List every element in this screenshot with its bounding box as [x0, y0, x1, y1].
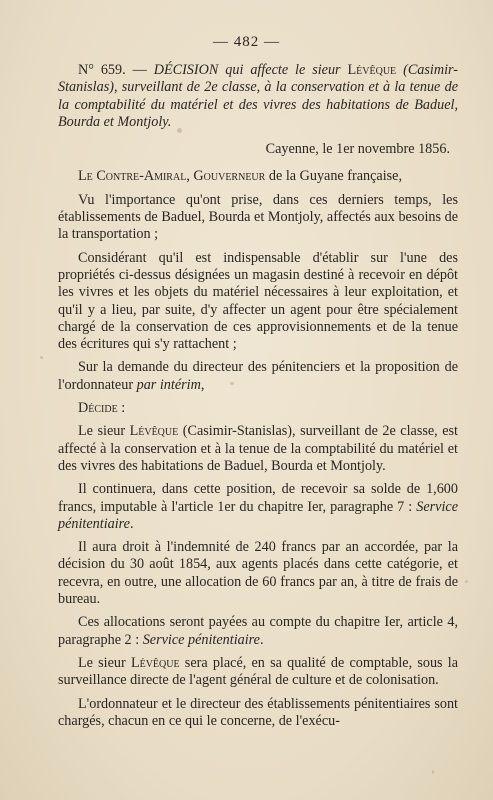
- paper-speck: [40, 356, 43, 359]
- heading-label: DÉCISION: [153, 62, 219, 78]
- decide-heading: Décide :: [78, 400, 126, 417]
- article-paragraph: [58, 481, 458, 533]
- paragraph-italic: par intérim: [136, 376, 201, 393]
- document-body: [58, 62, 458, 730]
- article-paragraph: Il aura droit à l'indemnité de 240 francs par an accordée, par la décision du 30 août 1854, aux agents placés dans cette catégorie, et recevra, en outre, une allocation de 60 francs par an, à titre de frais de bureau.: [58, 539, 458, 608]
- authority-line: [58, 168, 458, 185]
- paper-speck: [465, 580, 468, 583]
- heading-text: qui affecte le sieur: [218, 62, 348, 78]
- paragraph-text: .: [259, 631, 264, 648]
- paragraph-text: (Casimir-Stanislas), surveillant de 2e classe, est affecté à la conservation et à la tenue de la comptabilité du matériel et des vivres des habitations de Baduel, Bourda et Montjoly.: [58, 423, 458, 474]
- authority-text: de la Guyane française,: [265, 168, 403, 185]
- paragraph-italic: Service pénitentiaire: [58, 498, 458, 532]
- paragraph-text: Le sieur: [78, 654, 131, 671]
- consideration-paragraph: Vu l'importance qu'ont prise, dans ces derniers temps, les établissements de Baduel, Bourda et Montjoly, affectés aux besoins de la transportation ;: [58, 191, 458, 243]
- article-paragraph: [58, 614, 458, 649]
- consideration-paragraph: [58, 359, 458, 394]
- paragraph-italic: Service pénitentiaire: [142, 631, 260, 648]
- heading-name: Lévêque: [347, 62, 397, 78]
- paragraph-text: Sur la demande du directeur des pénitenciers et la proposition de l'ordonnateur: [58, 359, 458, 393]
- page-number: — 482 —: [213, 34, 280, 50]
- article-paragraph: L'ordonnateur et le directeur des établissements pénitentiaires sont chargés, chacun en ce qui le concerne, de l'exécu-: [58, 695, 458, 729]
- article-paragraph: [58, 655, 458, 690]
- paragraph-text: sera placé, en sa qualité de comptable, sous la surveillance directe de l'agent général de culture et de colonisation.: [58, 654, 458, 689]
- person-name: Lévêque: [129, 423, 179, 440]
- authority-title: Le Contre-Amiral: [78, 168, 187, 185]
- decision-heading: [58, 62, 458, 131]
- paragraph-text: Il continuera, dans cette position, de recevoir sa solde de 1,600 francs, imputable à l'article 1er du chapitre Ier, paragraphe 7 :: [58, 481, 458, 515]
- authority-separator: ,: [186, 168, 194, 185]
- consideration-paragraph: Considérant qu'il est indispensable d'établir sur l'une des propriétés ci-dessus désignées un magasin destiné à recevoir en dépôt les vivres et les objets du matériel nécessaires à leur exploitation, et qu'il y a lieu, par suite, d'y affecter un agent pour être spécialement chargé de la conservation de ces approvisionnements et de la tenue des écritures qui s'y rattachent ;: [58, 249, 458, 353]
- paragraph-text: Ces allocations seront payées au compte du chapitre Ier, article 4, paragraphe 2 :: [58, 614, 458, 648]
- person-name: Lévêque: [130, 654, 180, 671]
- paragraph-text: Le sieur: [78, 423, 130, 440]
- date-line: Cayenne, le 1er novembre 1856.: [265, 141, 450, 158]
- heading-number: N° 659. —: [78, 62, 154, 78]
- paper-speck: [432, 770, 434, 774]
- heading-text: (Casimir-Stanislas), surveillant de 2e classe, à la conservation et à la tenue de la comptabilité du matériel et des vivres des habitations de Baduel, Bourda et Montjoly.: [58, 62, 458, 130]
- paragraph-text: ,: [200, 376, 205, 393]
- authority-title: Gouverneur: [193, 168, 266, 185]
- paragraph-text: .: [129, 515, 134, 532]
- article-paragraph: [58, 423, 458, 475]
